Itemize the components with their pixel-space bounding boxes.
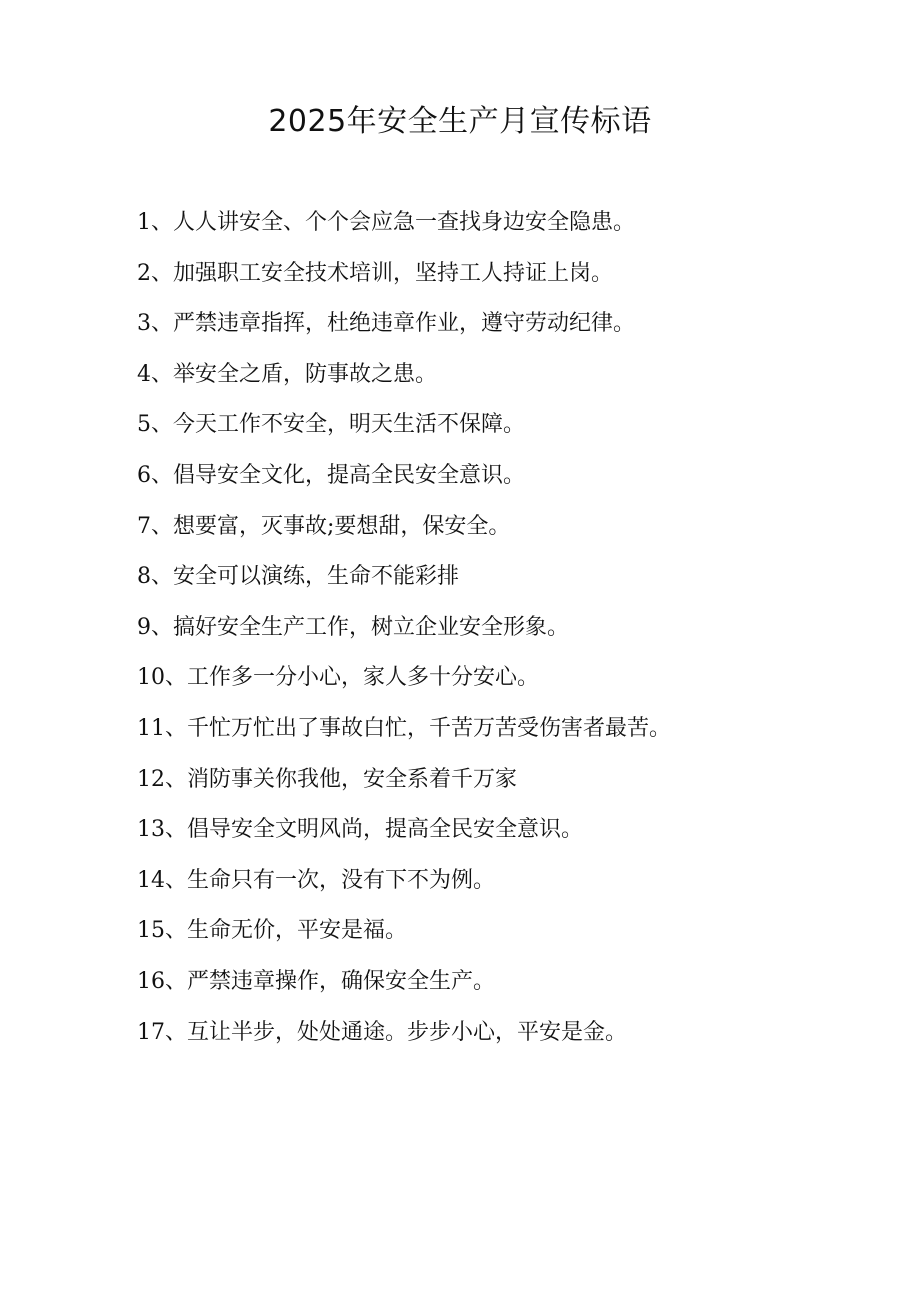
slogan-number: 7: [137, 513, 151, 539]
slogan-text: 生命只有一次，没有下不为例。: [187, 867, 496, 893]
slogan-separator: 、: [151, 564, 174, 590]
slogan-item: [137, 761, 897, 812]
slogan-separator: 、: [151, 361, 174, 387]
slogan-separator: 、: [165, 715, 188, 741]
slogan-text: 严禁违章指挥，杜绝违章作业，遵守劳动纪律。: [173, 311, 636, 337]
slogan-item: [137, 457, 897, 508]
document-title: 2025年安全生产月宣传标语: [268, 104, 652, 139]
slogan-number: 9: [137, 614, 151, 640]
slogan-number: 2: [137, 260, 151, 286]
slogan-text: 消防事关你我他，安全系着千万家: [187, 766, 518, 792]
slogan-number: 15: [137, 918, 165, 944]
slogan-text: 人人讲安全、个个会应急一查找身边安全隐患。: [173, 210, 636, 235]
slogan-text: 倡导安全文明风尚，提高全民安全意识。: [187, 817, 584, 843]
slogan-item: [137, 508, 897, 559]
slogan-item: [137, 963, 897, 1014]
slogan-separator: 、: [151, 462, 174, 488]
slogan-separator: 、: [151, 513, 174, 539]
slogan-number: 14: [137, 867, 165, 893]
slogan-separator: 、: [151, 614, 174, 640]
slogan-text: 加强职工安全技术培训，坚持工人持证上岗。: [173, 260, 614, 286]
slogan-item: [137, 862, 897, 913]
slogan-text: 严禁违章操作，确保安全生产。: [187, 968, 496, 994]
slogan-separator: 、: [165, 817, 188, 843]
slogan-text: 互让半步，处处通途。步步小心，平安是金。: [187, 1019, 628, 1045]
slogan-list: [137, 204, 897, 1064]
slogan-number: 6: [137, 462, 151, 488]
slogan-separator: 、: [165, 665, 188, 691]
slogan-item: [137, 255, 897, 306]
slogan-number: 13: [137, 817, 165, 843]
slogan-item: [137, 558, 897, 609]
slogan-text: 倡导安全文化，提高全民安全意识。: [173, 462, 526, 488]
slogan-item: [137, 609, 897, 660]
slogan-separator: 、: [151, 260, 174, 286]
slogan-separator: 、: [165, 918, 188, 944]
slogan-text: 安全可以演练，生命不能彩排: [173, 564, 460, 590]
slogan-text: 今天工作不安全，明天生活不保障。: [173, 412, 526, 438]
slogan-item: [137, 204, 897, 255]
slogan-item: [137, 406, 897, 457]
slogan-item: [137, 710, 897, 761]
slogan-text: 工作多一分小心，家人多十分安心。: [187, 665, 540, 691]
slogan-number: 8: [137, 564, 151, 590]
slogan-number: 4: [137, 361, 151, 387]
slogan-text: 千忙万忙出了事故白忙，千苦万苦受伤害者最苦。: [187, 715, 672, 741]
slogan-separator: 、: [151, 210, 174, 235]
slogan-number: 10: [137, 665, 165, 691]
slogan-text: 生命无价，平安是福。: [187, 918, 408, 944]
slogan-item: [137, 912, 897, 963]
slogan-separator: 、: [165, 1019, 188, 1045]
slogan-item: [137, 356, 897, 407]
slogan-text: 想要富，灭事故;要想甜，保安全。: [173, 513, 511, 539]
slogan-separator: 、: [165, 867, 188, 893]
slogan-number: 5: [137, 412, 151, 438]
slogan-number: 3: [137, 311, 151, 337]
slogan-item: [137, 305, 897, 356]
slogan-number: 1: [137, 210, 151, 235]
slogan-separator: 、: [165, 968, 188, 994]
slogan-number: 12: [137, 766, 165, 792]
slogan-item: [137, 811, 897, 862]
slogan-number: 11: [137, 715, 165, 741]
slogan-number: 16: [137, 968, 165, 994]
slogan-text: 搞好安全生产工作，树立企业安全形象。: [173, 614, 570, 640]
slogan-item: [137, 1014, 897, 1065]
slogan-item: [137, 659, 897, 710]
slogan-separator: 、: [165, 766, 188, 792]
slogan-separator: 、: [151, 412, 174, 438]
slogan-text: 举安全之盾，防事故之患。: [173, 361, 438, 387]
slogan-number: 17: [137, 1019, 165, 1045]
slogan-separator: 、: [151, 311, 174, 337]
